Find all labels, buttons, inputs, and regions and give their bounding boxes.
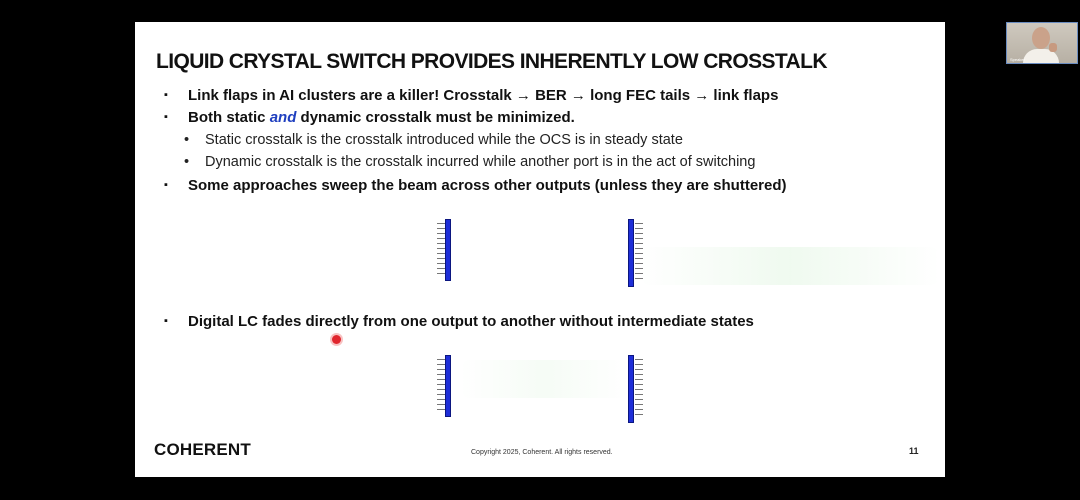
lc-device-left-upper xyxy=(437,219,457,281)
bullet-square-icon: ▪ xyxy=(164,89,168,101)
copyright-text: Copyright 2025, Coherent. All rights reserved. xyxy=(471,449,613,456)
bullet-text: Digital LC fades directly from one output to another without intermediate states xyxy=(188,313,754,330)
port-ticks xyxy=(437,359,445,414)
bullet-square-icon: ▪ xyxy=(164,179,168,191)
presentation-slide xyxy=(135,22,945,477)
speaker-video-thumbnail[interactable] xyxy=(1006,22,1078,64)
bullet-static-dynamic xyxy=(164,109,575,126)
speaker-hand xyxy=(1049,43,1057,52)
bullet-square-icon: ▪ xyxy=(164,315,168,327)
emphasis-and: and xyxy=(269,109,297,126)
sub-bullet-text: Static crosstalk is the crosstalk introduced while the OCS is in steady state xyxy=(205,132,683,148)
coherent-logo: COHERENT xyxy=(154,440,251,459)
beam-glow-upper xyxy=(640,247,940,285)
lc-panel xyxy=(445,355,451,417)
bullet-text-prefix: Both static xyxy=(188,109,270,126)
lc-panel xyxy=(628,355,634,423)
lc-panel xyxy=(445,219,451,281)
bullet-digital-lc xyxy=(164,313,754,330)
slide-title: LIQUID CRYSTAL SWITCH PROVIDES INHERENTLY LOW CROSSTALK xyxy=(156,50,827,73)
bullet-text: Some approaches sweep the beam across other outputs (unless they are shuttered) xyxy=(188,177,787,194)
beam-glow-lower xyxy=(460,360,630,398)
speaker-head xyxy=(1032,27,1050,49)
laser-pointer xyxy=(332,335,341,344)
bullet-square-icon: ▪ xyxy=(164,111,168,123)
bullet-sweep-beam xyxy=(164,177,787,194)
port-ticks xyxy=(437,223,445,278)
lc-device-right-lower xyxy=(628,355,648,423)
bullet-dot-icon: • xyxy=(184,154,190,170)
sub-bullet-static xyxy=(184,132,683,148)
speaker-name-label: Speaker xyxy=(1010,57,1025,62)
bullet-link-flaps xyxy=(164,87,778,104)
lc-panel xyxy=(628,219,634,287)
bullet-text-suffix: dynamic crosstalk must be minimized. xyxy=(296,109,575,126)
slide-number: 11 xyxy=(909,446,919,456)
bullet-dot-icon: • xyxy=(184,132,190,148)
sub-bullet-text: Dynamic crosstalk is the crosstalk incurred while another port is in the act of switching xyxy=(205,154,756,170)
port-ticks xyxy=(635,359,643,419)
lc-device-right-upper xyxy=(628,219,648,287)
lc-device-left-lower xyxy=(437,355,457,417)
port-ticks xyxy=(635,223,643,283)
sub-bullet-dynamic xyxy=(184,154,755,170)
bullet-text: Link flaps in AI clusters are a killer! Crosstalk → BER → long FEC tails → link flaps xyxy=(188,87,779,104)
